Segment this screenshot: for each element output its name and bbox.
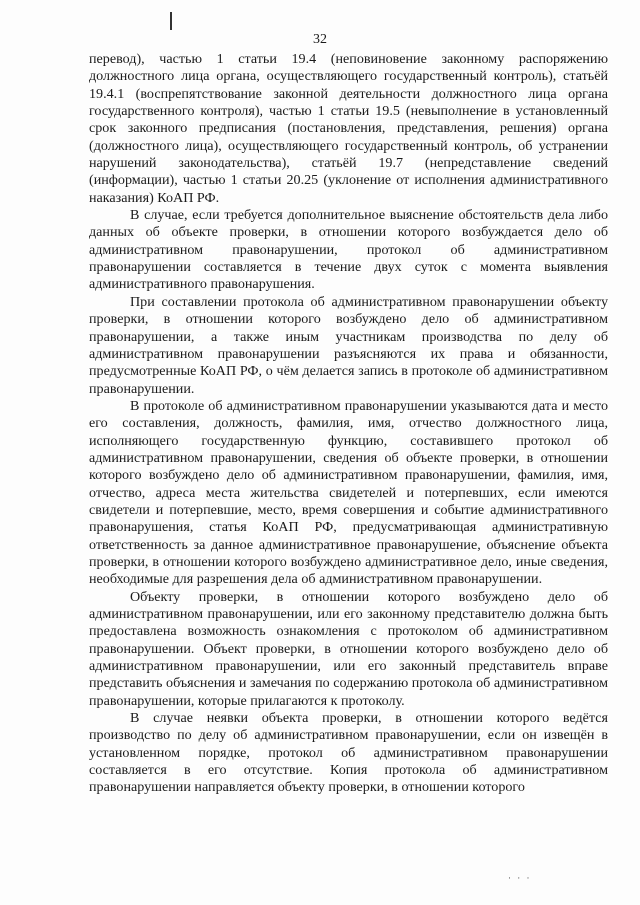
paragraph-continuation: перевод), частью 1 статьи 19.4 (неповиновение законному распоряжению должностного лица органа, осуществляющего государственный контроль), статьёй 19.4.1 (воспрепятствование законной деятельности должностного лица органа государственного контроля), частью 1 статьи 19.5 (невыполнение в установленный срок законного предписания (постановления, представления, решения) органа (должностного лица), осуществляющего государственный контроль, об устранении нарушений законодательства), статьёй 19.7 (непредставление сведений (информации), частью 1 статьи 20.25 (уклонение от исполнения административного наказания) КоАП РФ. <box>89 51 608 206</box>
paragraph: В случае неявки объекта проверки, в отношении которого ведётся производство по делу об административном правонарушении, если он извещён в установленном порядке, протокол об административном правонарушении составляется в его отсутствие. Копия протокола об административном правонарушении направляется объекту проверки, в отношении которого <box>89 710 608 796</box>
scan-artifact-dots: · · · <box>508 873 532 883</box>
paragraph: В протоколе об административном правонарушении указываются дата и место его составления, должность, фамилия, имя, отчество должностного лица, исполняющего государственную функцию, составившего протокол об административном правонарушении, сведения об объекте проверки, в отношении которого возбуждено дело об административном правонарушении, фамилия, имя, отчество, адреса места жительства свидетелей и потерпевших, если имеются свидетели и потерпевшие, место, время совершения и событие административного правонарушения, статья КоАП РФ, предусматривающая административную ответственность за данное административное правонарушение, объяснение объекта проверки, в отношении которого возбуждено административное дело, иные сведения, необходимые для разрешения дела об административном правонарушении. <box>89 397 608 588</box>
scan-artifact-mark <box>170 12 172 30</box>
paragraph: В случае, если требуется дополнительное выяснение обстоятельств дела либо данных об объекте проверки, в отношении которого возбуждается дело об административном правонарушении, протокол об административном правонарушении составляется в течение двух суток с момента выявления административного правонарушения. <box>89 207 608 293</box>
paragraph: Объекту проверки, в отношении которого возбуждено дело об административном правонарушении, или его законному представителю должна быть предоставлена возможность ознакомления с протоколом об административном правонарушении. Объект проверки, в отношении которого возбуждено дело об административном правонарушении, или его законный представитель вправе представить объяснения и замечания по содержанию протокола об административном правонарушении, которые прилагаются к протоколу. <box>89 588 608 709</box>
page-number: 32 <box>313 32 327 47</box>
paragraph: При составлении протокола об административном правонарушении объекту проверки, в отношении которого возбуждено дело об административном правонарушении, а также иным участникам производства по делу об административном правонарушении разъясняются их права и обязанности, предусмотренные КоАП РФ, о чём делается запись в протоколе об административном правонарушении. <box>89 293 608 397</box>
document-body <box>89 51 608 797</box>
